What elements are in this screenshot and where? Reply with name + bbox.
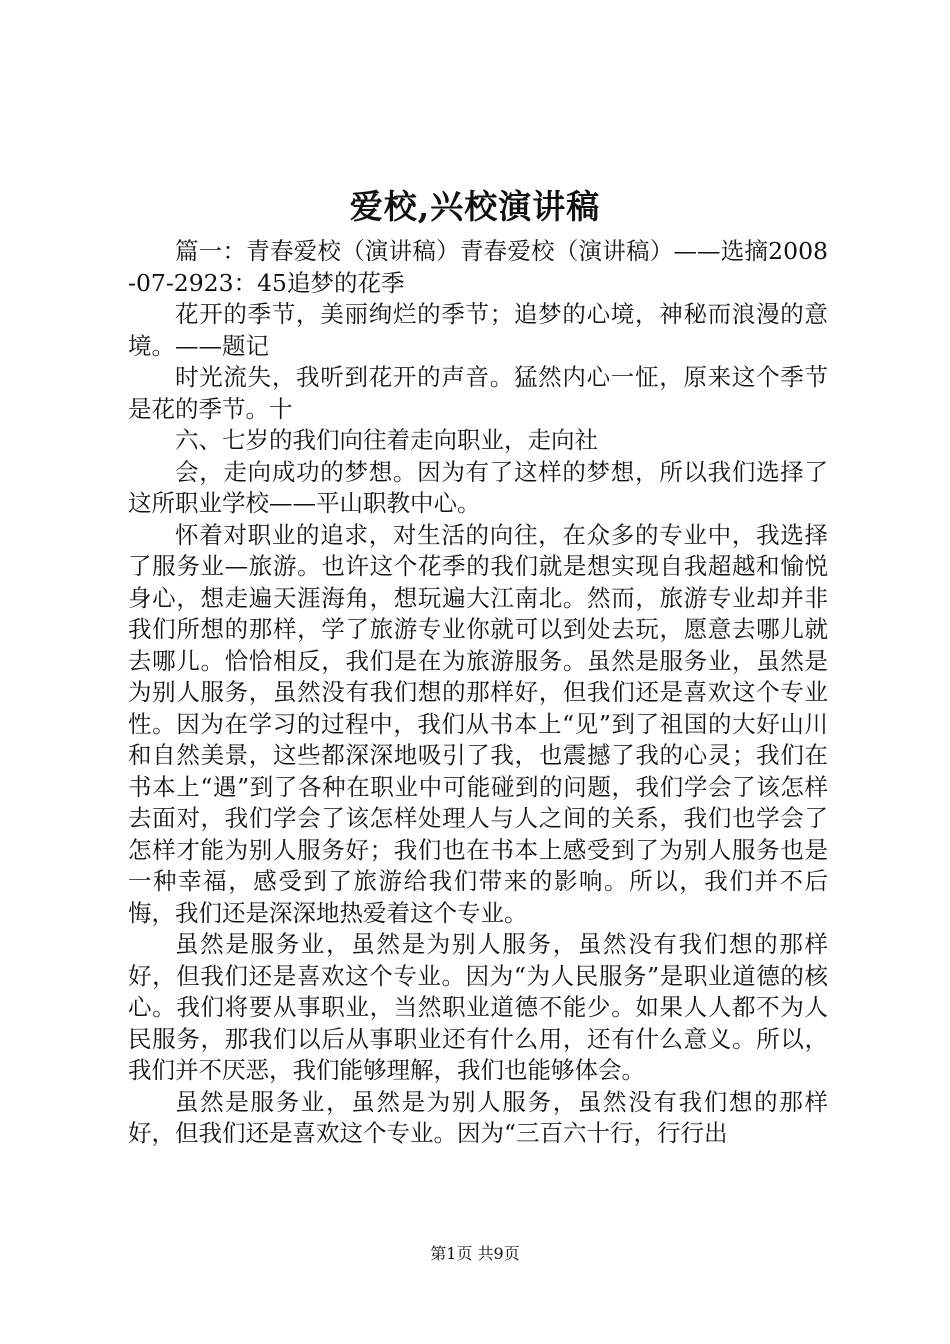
page-footer: 第1页 共9页 <box>430 1244 520 1263</box>
paragraph: 怀着对职业的追求，对生活的向往，在众多的专业中，我选择了服务业—旅游。也许这个花季的我们就是想实现自我超越和愉悦身心，想走遍天涯海角，想玩遍大江南北。然而，旅游专业却并非我们所想的那样，学了旅游专业你就可以到处去玩，愿意去哪儿就去哪儿。恰恰相反，我们是在为旅游服务。虽然是服务业，虽然是为别人服务，虽然没有我们想的那样好，但我们还是喜欢这个专业性。因为在学习的过程中，我们从书本上“见”到了祖国的大好山川和自然美景，这些都深深地吸引了我，也震撼了我的心灵；我们在书本上“遇”到了各种在职业中可能碰到的问题，我们学会了该怎样去面对，我们学会了该怎样处理人与人之间的关系，我们也学会了怎样才能为别人服务好；我们也在书本上感受到了为别人服务也是一种幸福，感受到了旅游给我们带来的影响。所以，我们并不后悔，我们还是深深地热爱着这个专业。 <box>128 520 828 927</box>
document-title: 爱校,兴校演讲稿 <box>349 187 601 226</box>
document-body <box>128 236 828 1150</box>
paragraph: 虽然是服务业，虽然是为别人服务，虽然没有我们想的那样好，但我们还是喜欢这个专业。因为“三百六十行，行行出 <box>128 1087 828 1147</box>
paragraph: 六、七岁的我们向往着走向职业，走向社 <box>175 426 598 454</box>
paragraph: 篇一：青春爱校（演讲稿）青春爱校（演讲稿）——选摘2008-07-2923：45追梦的花季 <box>128 237 828 297</box>
paragraph: 虽然是服务业，虽然是为别人服务，虽然没有我们想的那样好，但我们还是喜欢这个专业。因为“为人民服务”是职业道德的核心。我们将要从事职业，当然职业道德不能少。如果人人都不为人民服务，那我们以后从事职业还有什么用，还有什么意义。所以，我们并不厌恶，我们能够理解，我们也能够体会。 <box>128 930 828 1084</box>
paragraph: 会，走向成功的梦想。因为有了这样的梦想，所以我们选择了这所职业学校——平山职教中心。 <box>128 457 828 517</box>
paragraph: 时光流失，我听到花开的声音。猛然内心一怔，原来这个季节是花的季节。十 <box>128 363 828 423</box>
paragraph: 花开的季节，美丽绚烂的季节；追梦的心境，神秘而浪漫的意境。——题记 <box>128 300 828 360</box>
